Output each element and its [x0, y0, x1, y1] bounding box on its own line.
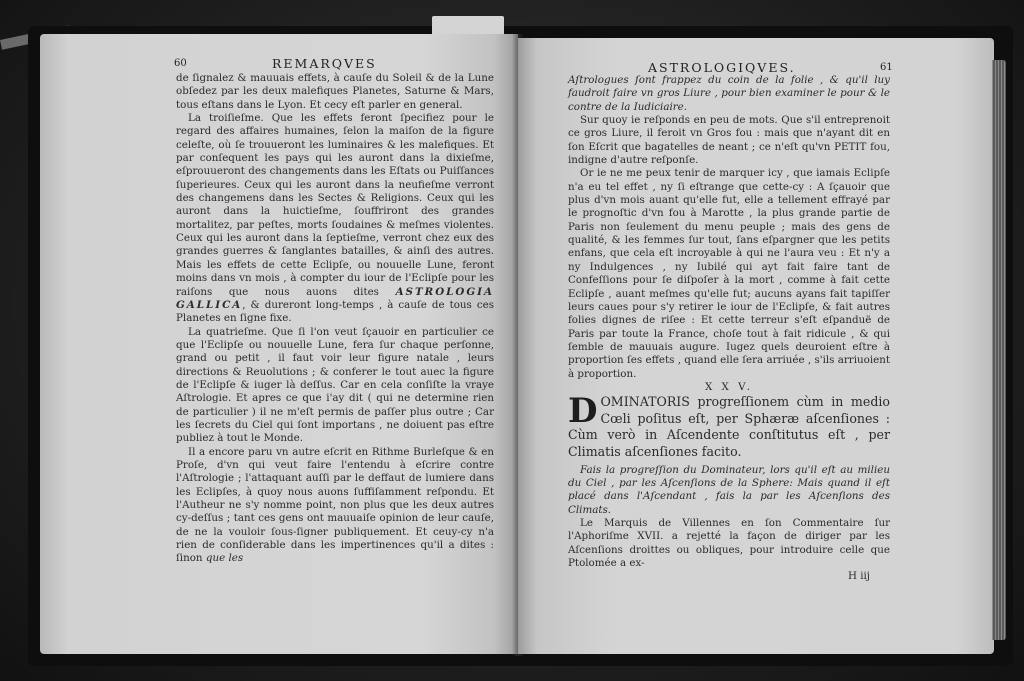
- right-paragraph-2: Or ie ne me peux tenir de marquer icy , que iamais Eclipſe n'a eu tel effet , ny ſi eſtrange que cette-cy : A ſçauoir que plus d'vn mois auant qu'elle fut, elle a tellement effrayé par le prognoſtic d'vn fou à Marotte , la plus grande partie de Paris non ſeulement du menu peuple ; mais des gens de qualité, & les femmes ſur tout, ſans eſpargner que les petits enfans, que cela eſt incroyable à qui ne l'aura veu : Et n'y a ny Indulgences , ny Iubilé qui ayt fait faire tant de Confeſſions pour ſe diſpoſer à la mort , comme à fait cette Eclipſe , auant meſmes qu'elle fut; aucuns ayans fait tapiſſer leurs caues pour s'y retirer le iour de l'Eclipſe, & fait autres folies dignes de riſee : Et cette terreur s'eſt eſpanduë de Paris par toute la France, choſe tout à fait ridicule , & qui ſemble de mauuais augure. Iugez quels deuroient eſtre à proportion ſes effets , quand elle ſera arriuée , s'ils arriuoient à proportion.: [568, 167, 890, 380]
- section-number: X X V.: [704, 380, 754, 393]
- latin-aphorism: [568, 391, 890, 460]
- page-edges: [992, 60, 1006, 640]
- left-page-text: [176, 72, 494, 566]
- left-page-number: 60: [174, 58, 187, 69]
- drop-cap: D: [568, 391, 598, 432]
- left-paragraph-4: [176, 446, 494, 566]
- left-paragraph-2: [176, 112, 494, 326]
- latin-aphorism-text: OMINATORIS progreſſionem cùm in medio Cœli poſitus eſt, per Sphæræ aſcenſiones : Cùm verò in Aſcendente conſtitutus eſt , per Climatis aſcenſiones facito.: [568, 394, 890, 460]
- right-running-head: ASTROLOGIQVES.: [648, 60, 796, 75]
- right-page-text: [568, 74, 890, 584]
- left-paragraph-3: La quatrieſme. Que ſi l'on veut ſçauoir en particulier ce que l'Eclipſe ou nouuelle Lune, fera ſur chaque perſonne, grand ou petit , il faut voir leur figure natale , leurs directions & Reuolutions ; & conferer le tout auec la figure de l'Eclipſe & iuger là deſſus. Car en cela conſiſte la vraye Aſtrologie. Et apres ce que i'ay dit ( qui ne determine rien de particulier ) il ne m'eſt permis de paſſer plus outre ; Car les ſecrets du Ciel qui ſont importans , ne doiuent pas eſtre publiez à tout le Monde.: [176, 325, 494, 445]
- signature-mark: H iij: [847, 570, 870, 583]
- french-translation: Fais la progreſſion du Dominateur, lors qu'il eſt au milieu du Ciel , par les Aſcenſions de la Sphere: Mais quand il eſt placé dans l'Aſcendant , fais la par les Aſcenſions des Climats.: [568, 463, 890, 516]
- left-paragraph-4-text: Il a encore paru vn autre eſcrit en Rithme Burleſque & en Proſe, d'vn qui veut faire l'entendu à eſcrire contre l'Aſtrologie ; l'attaquant auſſi par le deffaut de lumiere dans les Eclipſes, à quoy nous auons ſuffiſamment reſpondu. Et l'Autheur ne s'y nomme point, non plus que les deux autres cy-deſſus ; tant ces gens ont mauuaiſe opinion de leur cauſe, de ne la vouloir ſous-ſigner publiquement. Et ceuy-cy n'a rien de conſiderable dans les impertinences qu'il a dites : ſinon: [176, 445, 494, 565]
- right-page: [518, 38, 994, 654]
- left-catchword: que les: [205, 552, 244, 565]
- right-page-number: 61: [880, 62, 893, 73]
- right-opening-italic: Aſtrologues ſont frappez du coin de la folie , & qu'il luy faudroit faire vn gros Liure , pour bien examiner le pour & le contre de la Iudiciaire.: [568, 74, 890, 113]
- commentary-paragraph: Le Marquis de Villennes en ſon Commentaire ſur l'Aphoriſme XVII. a rejetté la façon de diriger par les Aſcenſions droittes ou obliques, pour introduire celle que Ptolomée a ex-: [568, 517, 890, 570]
- left-running-head: REMARQVES: [272, 56, 377, 71]
- left-paragraph-2-text: La troiſieſme. Que les effets feront ſpecifiez pour le regard des affaires humaines, ſelon la maiſon de la figure celeſte, où ſe trouueront les luminaires & les malefiques. Et par conſequent les pays qui les auront dans la dixieſme, eſprouueront des changements dans les Eſtats ou Puiſſances ſuperieures. Ceux qui les auront dans la neufieſme verront des changemens dans les Sectes & Religions. Ceux qui les auront dans la huictieſme, ſouffriront des grandes mortalitez, par peſtes, morts ſoudaines & meſmes violentes. Ceux qui les auront dans la ſeptieſme, verront chez eux des grandes guerres & ſanglantes batailles, & ainſi des autres. Mais les effets de cette Eclipſe, ou nouuelle Lune, feront moins dans vn mois , à compter du iour de l'Eclipſe pour les raiſons que nous auons dites: [176, 112, 494, 298]
- left-page: [40, 34, 518, 654]
- left-paragraph-2-end: , & dureront long-temps , à cauſe de tous ces Planetes en ſigne fixe.: [176, 298, 494, 325]
- bookmark-tab: [432, 16, 504, 36]
- left-paragraph-1: de ſignalez & mauuais effets, à cauſe du Soleil & de la Lune obſedez par les deux malefiques Planetes, Saturne & Mars, tous eſtans dans le Lyon. Et cecy eſt parler en general.: [176, 72, 494, 111]
- right-paragraph-1: Sur quoy ie reſponds en peu de mots. Que s'il entreprenoit ce gros Liure, il feroit vn Gros fou : mais que n'ayant dit en ſon Eſcrit que bagatelles de neant ; ce n'eſt qu'vn PETIT fou, indigne d'autre reſponſe.: [568, 114, 890, 167]
- inline-book-title: ASTROLOGIA GALLICA: [176, 285, 494, 311]
